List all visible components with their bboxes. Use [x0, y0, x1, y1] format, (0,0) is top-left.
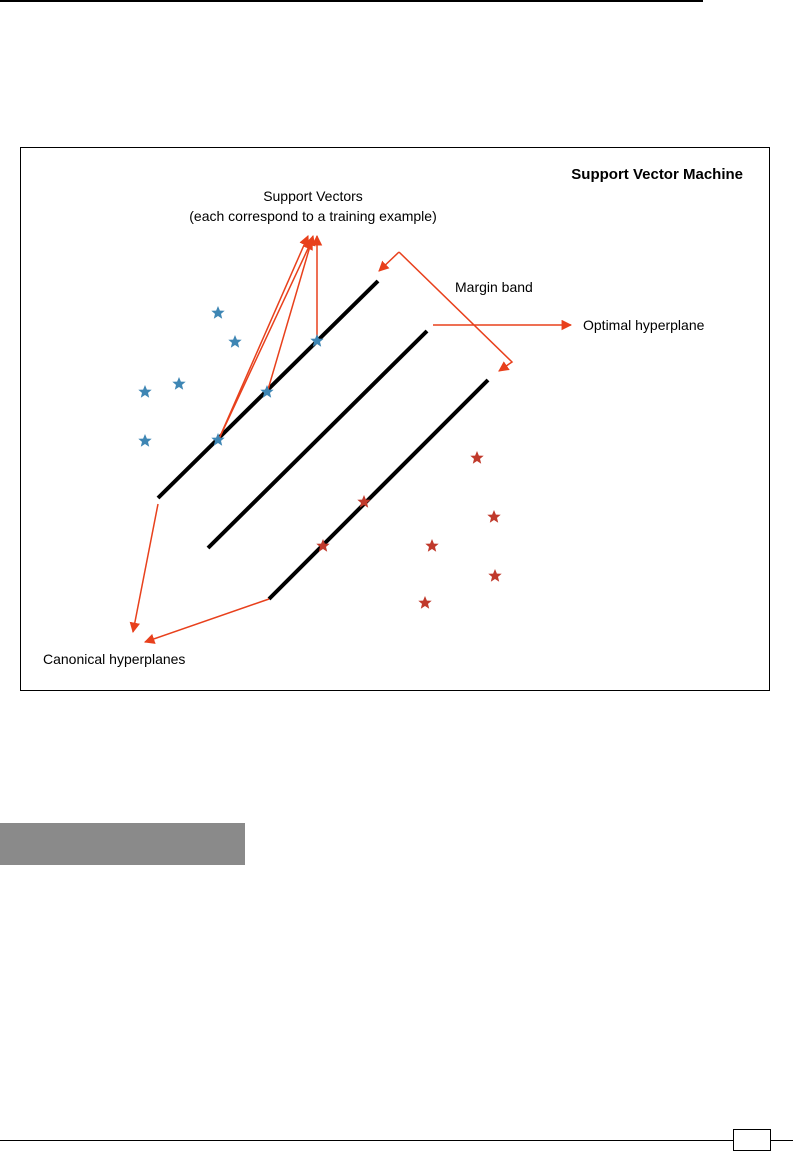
red-star-icon [487, 510, 500, 523]
support-vectors-label: Support Vectors [263, 188, 363, 204]
blue-star-icon [211, 306, 224, 319]
blue-star-icon [138, 434, 151, 447]
margin-band-arrow-upper [379, 252, 399, 271]
diagram-title: Support Vector Machine [571, 166, 743, 183]
red-star-icon [470, 451, 483, 464]
footer-rule [0, 1140, 793, 1141]
margin-band-arrow [399, 252, 512, 371]
blue-star-icon [172, 377, 185, 390]
canonical-arrow-upper [133, 504, 158, 632]
blue-star-icon [228, 335, 241, 348]
red-star-icon [425, 539, 438, 552]
canonical-arrow-lower [145, 599, 269, 642]
canonical-hyperplane-lower [269, 380, 488, 599]
svm-diagram [21, 148, 769, 690]
support-vectors-sublabel: (each correspond to a training example) [189, 208, 437, 224]
optimal-hyperplane [208, 331, 427, 548]
header-rule [0, 0, 703, 2]
margin-band-label: Margin band [455, 279, 533, 295]
svm-figure [20, 147, 770, 691]
page-number-box [733, 1129, 771, 1151]
blue-star-icon [138, 385, 151, 398]
canonical-hyperplanes-label: Canonical hyperplanes [43, 651, 186, 667]
support-vector-arrow-1 [218, 236, 308, 441]
optimal-hyperplane-label: Optimal hyperplane [583, 317, 705, 333]
red-star-icon [488, 569, 501, 582]
section-heading-bar [0, 823, 245, 865]
red-star-icon [418, 596, 431, 609]
